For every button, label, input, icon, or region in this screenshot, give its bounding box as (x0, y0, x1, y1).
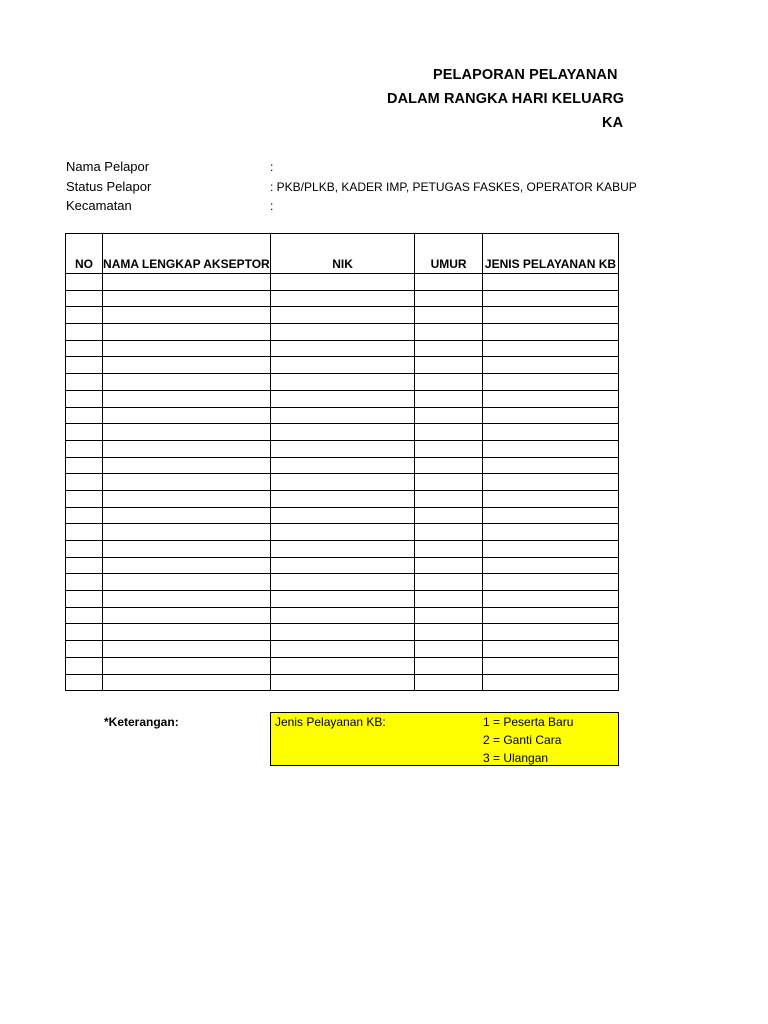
table-row (66, 607, 619, 624)
cell-jenis-pelayanan-kb[interactable] (482, 574, 618, 591)
report-title-line-1: PELAPORAN PELAYANAN (433, 67, 618, 83)
cell-jenis-pelayanan-kb[interactable] (482, 357, 618, 374)
status-pelapor-label: Status Pelapor (66, 179, 152, 194)
cell-nik[interactable] (270, 407, 414, 424)
legend-option-1: 1 = Peserta Baru (483, 715, 574, 729)
kecamatan-label: Kecamatan (66, 198, 132, 213)
cell-no[interactable] (66, 624, 103, 641)
cell-no[interactable] (66, 641, 103, 658)
cell-jenis-pelayanan-kb[interactable] (482, 324, 618, 341)
cell-jenis-pelayanan-kb[interactable] (482, 374, 618, 391)
table-row (66, 274, 619, 291)
cell-no[interactable] (66, 507, 103, 524)
column-header-nik: NIK (270, 234, 414, 274)
cell-umur[interactable] (415, 390, 483, 407)
cell-nik[interactable] (270, 424, 414, 441)
cell-jenis-pelayanan-kb[interactable] (482, 274, 618, 291)
cell-umur[interactable] (415, 357, 483, 374)
cell-no[interactable] (66, 524, 103, 541)
cell-nik[interactable] (270, 674, 414, 691)
cell-no[interactable] (66, 674, 103, 691)
cell-nama-lengkap-akseptor[interactable] (102, 440, 270, 457)
cell-no[interactable] (66, 274, 103, 291)
cell-nik[interactable] (270, 607, 414, 624)
cell-umur[interactable] (415, 591, 483, 608)
cell-nama-lengkap-akseptor[interactable] (102, 541, 270, 558)
cell-nik[interactable] (270, 307, 414, 324)
cell-jenis-pelayanan-kb[interactable] (482, 641, 618, 658)
table-row (66, 307, 619, 324)
cell-umur[interactable] (415, 407, 483, 424)
cell-jenis-pelayanan-kb[interactable] (482, 340, 618, 357)
cell-jenis-pelayanan-kb[interactable] (482, 290, 618, 307)
cell-nik[interactable] (270, 457, 414, 474)
nama-pelapor-label: Nama Pelapor (66, 159, 150, 174)
cell-nama-lengkap-akseptor[interactable] (102, 591, 270, 608)
cell-nik[interactable] (270, 574, 414, 591)
cell-jenis-pelayanan-kb[interactable] (482, 624, 618, 641)
cell-jenis-pelayanan-kb[interactable] (482, 557, 618, 574)
table-row (66, 440, 619, 457)
cell-no[interactable] (66, 457, 103, 474)
cell-nama-lengkap-akseptor[interactable] (102, 424, 270, 441)
table-row (66, 474, 619, 491)
table-row (66, 591, 619, 608)
cell-nama-lengkap-akseptor[interactable] (102, 607, 270, 624)
table-row (66, 657, 619, 674)
table-row (66, 374, 619, 391)
table-header-row (66, 234, 619, 274)
cell-nama-lengkap-akseptor[interactable] (102, 574, 270, 591)
cell-jenis-pelayanan-kb[interactable] (482, 657, 618, 674)
cell-nama-lengkap-akseptor[interactable] (102, 340, 270, 357)
cell-umur[interactable] (415, 507, 483, 524)
cell-no[interactable] (66, 324, 103, 341)
cell-nama-lengkap-akseptor[interactable] (102, 374, 270, 391)
cell-nama-lengkap-akseptor[interactable] (102, 390, 270, 407)
report-title-line-2: DALAM RANGKA HARI KELUARG (387, 91, 625, 107)
cell-no[interactable] (66, 490, 103, 507)
cell-no[interactable] (66, 474, 103, 491)
cell-umur[interactable] (415, 424, 483, 441)
cell-no[interactable] (66, 591, 103, 608)
cell-nik[interactable] (270, 507, 414, 524)
table-row (66, 490, 619, 507)
column-header-jenis-pelayanan-kb: JENIS PELAYANAN KB (482, 234, 618, 274)
cell-nik[interactable] (270, 541, 414, 558)
column-header-umur: UMUR (415, 234, 483, 274)
cell-umur[interactable] (415, 524, 483, 541)
table-body (66, 274, 619, 691)
cell-umur[interactable] (415, 324, 483, 341)
table-row (66, 524, 619, 541)
legend-option-2: 2 = Ganti Cara (483, 733, 562, 747)
cell-no[interactable] (66, 357, 103, 374)
column-header-no: NO (66, 234, 103, 274)
table-row (66, 390, 619, 407)
table-row (66, 641, 619, 658)
cell-nik[interactable] (270, 274, 414, 291)
cell-no[interactable] (66, 390, 103, 407)
cell-umur[interactable] (415, 641, 483, 658)
table-row (66, 457, 619, 474)
cell-nik[interactable] (270, 390, 414, 407)
cell-nik[interactable] (270, 340, 414, 357)
cell-nik[interactable] (270, 374, 414, 391)
cell-nik[interactable] (270, 591, 414, 608)
kecamatan-value: : (270, 199, 274, 213)
cell-nama-lengkap-akseptor[interactable] (102, 324, 270, 341)
cell-jenis-pelayanan-kb[interactable] (482, 474, 618, 491)
cell-jenis-pelayanan-kb[interactable] (482, 607, 618, 624)
cell-nik[interactable] (270, 657, 414, 674)
table-row (66, 674, 619, 691)
cell-umur[interactable] (415, 541, 483, 558)
cell-jenis-pelayanan-kb[interactable] (482, 507, 618, 524)
table-row (66, 340, 619, 357)
cell-no[interactable] (66, 340, 103, 357)
cell-nik[interactable] (270, 357, 414, 374)
cell-nik[interactable] (270, 490, 414, 507)
cell-no[interactable] (66, 574, 103, 591)
cell-umur[interactable] (415, 657, 483, 674)
cell-jenis-pelayanan-kb[interactable] (482, 524, 618, 541)
cell-no[interactable] (66, 307, 103, 324)
cell-umur[interactable] (415, 290, 483, 307)
cell-nama-lengkap-akseptor[interactable] (102, 507, 270, 524)
table-row (66, 424, 619, 441)
cell-nik[interactable] (270, 290, 414, 307)
cell-nama-lengkap-akseptor[interactable] (102, 290, 270, 307)
cell-jenis-pelayanan-kb[interactable] (482, 440, 618, 457)
cell-nama-lengkap-akseptor[interactable] (102, 307, 270, 324)
table-row (66, 407, 619, 424)
cell-nik[interactable] (270, 440, 414, 457)
cell-nik[interactable] (270, 557, 414, 574)
table-row (66, 574, 619, 591)
table-row (66, 290, 619, 307)
cell-umur[interactable] (415, 674, 483, 691)
cell-nik[interactable] (270, 641, 414, 658)
table-row (66, 624, 619, 641)
cell-umur[interactable] (415, 457, 483, 474)
cell-no[interactable] (66, 290, 103, 307)
cell-umur[interactable] (415, 440, 483, 457)
report-title-line-3: KA (602, 115, 624, 131)
cell-jenis-pelayanan-kb[interactable] (482, 390, 618, 407)
nama-pelapor-value: : (270, 160, 274, 174)
cell-no[interactable] (66, 407, 103, 424)
cell-no[interactable] (66, 374, 103, 391)
table-row (66, 557, 619, 574)
cell-nama-lengkap-akseptor[interactable] (102, 624, 270, 641)
cell-no[interactable] (66, 557, 103, 574)
table-row (66, 357, 619, 374)
keterangan-label: *Keterangan: (104, 715, 179, 729)
cell-no[interactable] (66, 541, 103, 558)
akseptor-table (65, 233, 619, 691)
cell-nama-lengkap-akseptor[interactable] (102, 674, 270, 691)
cell-no[interactable] (66, 607, 103, 624)
cell-jenis-pelayanan-kb[interactable] (482, 591, 618, 608)
cell-nama-lengkap-akseptor[interactable] (102, 474, 270, 491)
table-row (66, 541, 619, 558)
cell-nik[interactable] (270, 324, 414, 341)
cell-umur[interactable] (415, 607, 483, 624)
cell-nama-lengkap-akseptor[interactable] (102, 357, 270, 374)
cell-nik[interactable] (270, 624, 414, 641)
legend-label: Jenis Pelayanan KB: (275, 715, 386, 729)
cell-nama-lengkap-akseptor[interactable] (102, 407, 270, 424)
cell-no[interactable] (66, 657, 103, 674)
cell-jenis-pelayanan-kb[interactable] (482, 424, 618, 441)
cell-umur[interactable] (415, 557, 483, 574)
cell-umur[interactable] (415, 624, 483, 641)
table-row (66, 324, 619, 341)
cell-umur[interactable] (415, 307, 483, 324)
cell-nama-lengkap-akseptor[interactable] (102, 557, 270, 574)
cell-nama-lengkap-akseptor[interactable] (102, 524, 270, 541)
cell-jenis-pelayanan-kb[interactable] (482, 457, 618, 474)
cell-nama-lengkap-akseptor[interactable] (102, 274, 270, 291)
cell-nama-lengkap-akseptor[interactable] (102, 657, 270, 674)
cell-nama-lengkap-akseptor[interactable] (102, 457, 270, 474)
table-row (66, 507, 619, 524)
legend-option-3: 3 = Ulangan (483, 751, 549, 765)
cell-nama-lengkap-akseptor[interactable] (102, 641, 270, 658)
cell-nik[interactable] (270, 524, 414, 541)
cell-umur[interactable] (415, 274, 483, 291)
cell-umur[interactable] (415, 490, 483, 507)
cell-umur[interactable] (415, 474, 483, 491)
cell-umur[interactable] (415, 340, 483, 357)
cell-umur[interactable] (415, 374, 483, 391)
jenis-pelayanan-legend (270, 712, 619, 766)
cell-nama-lengkap-akseptor[interactable] (102, 490, 270, 507)
cell-jenis-pelayanan-kb[interactable] (482, 490, 618, 507)
column-header-nama-lengkap-akseptor: NAMA LENGKAP AKSEPTOR (102, 234, 270, 274)
cell-jenis-pelayanan-kb[interactable] (482, 674, 618, 691)
cell-jenis-pelayanan-kb[interactable] (482, 407, 618, 424)
cell-nik[interactable] (270, 474, 414, 491)
status-pelapor-value: : PKB/PLKB, KADER IMP, PETUGAS FASKES, OPERATOR KABUP (270, 180, 637, 194)
cell-umur[interactable] (415, 574, 483, 591)
cell-jenis-pelayanan-kb[interactable] (482, 541, 618, 558)
cell-jenis-pelayanan-kb[interactable] (482, 307, 618, 324)
cell-no[interactable] (66, 440, 103, 457)
cell-no[interactable] (66, 424, 103, 441)
